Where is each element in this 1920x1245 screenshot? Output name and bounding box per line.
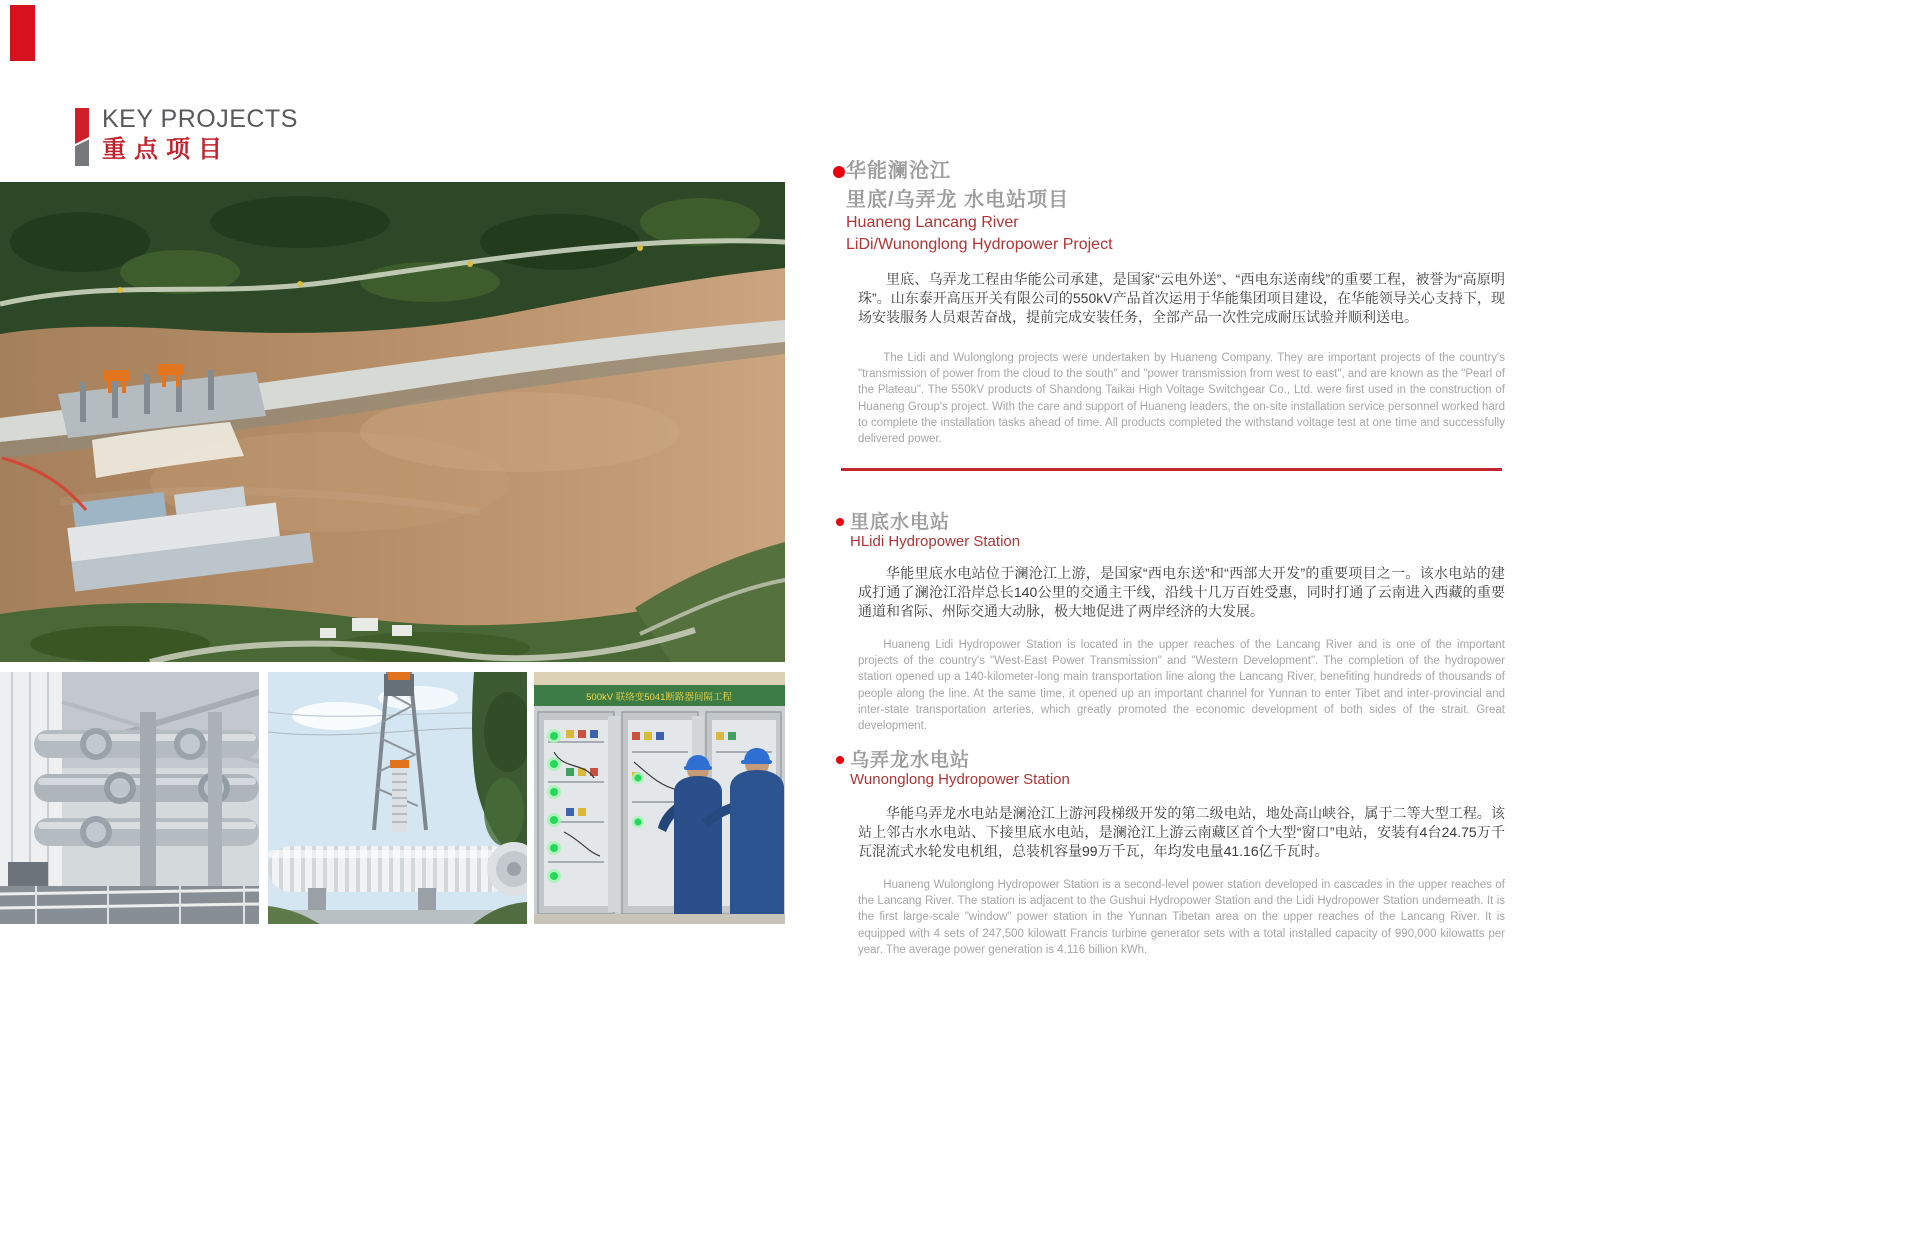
section2-title-en: HLidi Hydropower Station	[850, 533, 1021, 550]
main-photo-dam-aerial	[0, 182, 785, 662]
crane-illustration	[268, 672, 527, 924]
section1-title-en-line2: LiDi/Wunonglong Hydropower Project	[846, 236, 1113, 253]
content-column	[833, 0, 1505, 1245]
thumb-photo-crane-insulator	[268, 672, 527, 924]
page-header	[75, 106, 298, 166]
section1-title-cn	[846, 157, 1069, 215]
page-title-cn: 重点项目	[102, 136, 230, 163]
cabinets-illustration	[534, 672, 785, 924]
section3-body-en: Huaneng Wulonglong Hydropower Station is a second-level power station developed in cascades in the upper reaches of the Lancang River. The station is adjacent to the Gushui Hydropower Station and the Lidi Hydropower Station underneath. It is the first large-scale "window" power station in the Yunnan Tibetan area on the upper reaches of the Lancang River. It is equipped with 4 sets of 247,500 kilowatt Francis turbine generator sets with a total installed capacity of 990,000 kilowatts per year. The average power generation is 4.116 billion kWh.	[858, 879, 1505, 956]
cabinet-banner-text: 500kV 联络变5041断路器间隔工程	[586, 692, 732, 703]
section1-title-en-line1: Huaneng Lancang River	[846, 214, 1019, 231]
brand-text	[102, 106, 298, 165]
section2-body-en: Huaneng Lidi Hydropower Station is located in the upper reaches of the Lancang River and is one of the important projects of the country's "West-East Power Transmission" and "Western Development". The completion of the hydropower station opened up a 140-kilometer-long main transportation line along the Lancang River, benefiting hundreds of thousands of people along the line. At the same time, it opened up an important channel for Yunnan to enter Tibet and inter-provincial and inter-state transportation arteries, which greatly promoted the economic development of both sides of the strait. Great development.	[858, 639, 1505, 733]
section2-body-cn: 华能里底水电站位于澜沧江上游，是国家“西电东送”和“西部大开发”的重要项目之一。该水电站的建成打通了澜沧江沿岸总长140公里的交通主干线，沿线十几万百姓受惠，同时打通了云南进入西藏的重要通道和省际、州际交通大动脉，极大地促进了两岸经济的大发展。	[858, 565, 1505, 619]
main-photo-illustration	[0, 182, 785, 662]
section1-body-cn: 里底、乌弄龙工程由华能公司承建，是国家“云电外送”、“西电东送南线”的重要工程，被誉为“高原明珠”。山东泰开高压开关有限公司的550kV产品首次运用于华能集团项目建设，在华能领导关心支持下，现场安装服务人员艰苦奋战，提前完成安装任务，全部产品一次性完成耐压试验并顺利送电。	[858, 271, 1505, 325]
section1-bullet-icon	[833, 166, 845, 178]
thumb-photo-control-cabinets	[534, 672, 785, 924]
section-divider	[841, 468, 1502, 471]
section2-title-cn: 里底水电站	[850, 512, 951, 533]
section1-body-en: The Lidi and Wulonglong projects were undertaken by Huaneng Company. They are important projects of the country's "transmission of power from the cloud to the south" and "power transmission from west to east", and are known as the "Pearl of the Plateau". The 550kV products of Shandong Taikai High Voltage Switchgear Co., Ltd. were first used in the construction of Huaneng Group's project. With the care and support of Huaneng leaders, the on-site installation service personnel worked hard to complete the installation tasks ahead of time. All products completed the withstand voltage test at one time and successfully delivered power.	[858, 352, 1505, 446]
page-corner-tab	[10, 5, 35, 61]
switchgear-illustration	[0, 672, 259, 924]
section1-title-cn-line1: 华能澜沧江	[846, 160, 951, 182]
section3-title-cn: 乌弄龙水电站	[850, 750, 971, 771]
section1-title-cn-line2: 里底/乌弄龙 水电站项目	[846, 189, 1070, 211]
page-title-en: KEY PROJECTS	[102, 105, 298, 133]
section3-title-en: Wunonglong Hydropower Station	[850, 771, 1070, 788]
section3-body-cn: 华能乌弄龙水电站是澜沧江上游河段梯级开发的第二级电站，地处高山峡谷，属于二等大型工程。该站上邻古水水电站、下接里底水电站，是澜沧江上游云南藏区首个大型“窗口”电站，安装有4台24.75万千瓦混流式水轮发电机组，总装机容量99万千瓦，年均发电量41.16亿千瓦时。	[858, 805, 1505, 859]
section3-bullet-icon	[836, 756, 844, 764]
section1-title-en	[846, 212, 1113, 256]
section2-bullet-icon	[836, 518, 844, 526]
brand-mark-icon	[75, 108, 89, 166]
thumb-photo-switchgear	[0, 672, 259, 924]
